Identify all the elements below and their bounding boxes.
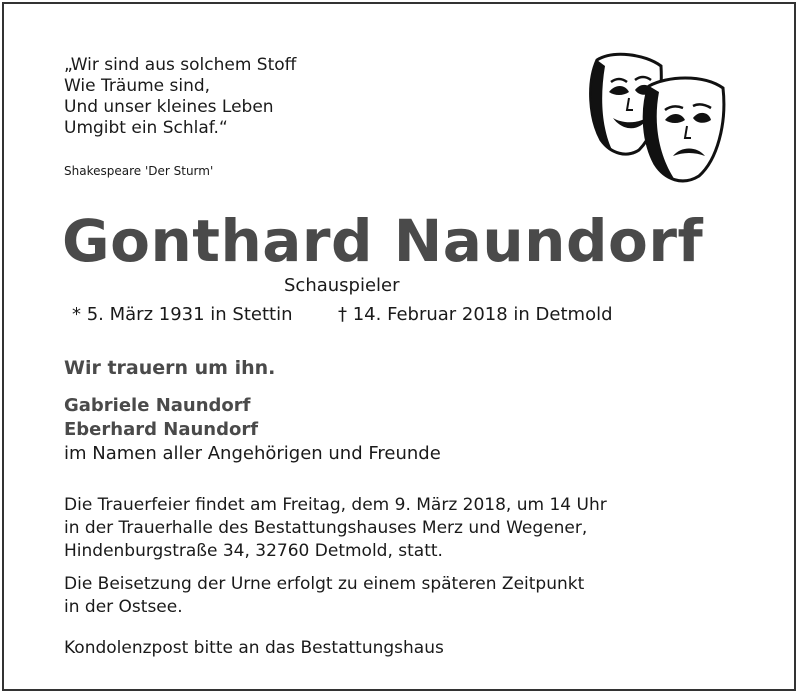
ceremony-info	[64, 494, 607, 563]
ceremony-line: Hindenburgstraße 34, 32760 Detmold, statt.	[64, 541, 443, 561]
urn-info	[64, 573, 584, 619]
urn-line: Die Beisetzung der Urne erfolgt zu einem späteren Zeitpunkt	[64, 574, 585, 594]
mourning-line: Wir trauern um ihn.	[64, 357, 276, 379]
death-date: † 14. Februar 2018 in Detmold	[338, 304, 613, 325]
mourners-note: im Namen aller Angehörigen und Freunde	[64, 443, 441, 464]
urn-line: in der Ostsee.	[64, 597, 183, 617]
condolence-note: Kondolenzpost bitte an das Bestattungshaus	[64, 638, 444, 658]
deceased-name: Gonthard Naundorf	[62, 207, 704, 275]
quote-block	[64, 55, 296, 139]
mourner-name: Eberhard Naundorf	[64, 419, 259, 440]
ceremony-line: in der Trauerhalle des Bestattungshauses Merz und Wegener,	[64, 518, 588, 538]
theater-masks-icon	[583, 52, 743, 192]
birth-date: * 5. März 1931 in Stettin	[72, 304, 293, 325]
profession: Schauspieler	[284, 275, 400, 296]
quote-line: Und unser kleines Leben	[64, 97, 274, 117]
mourners-block	[64, 394, 441, 466]
mourner-name: Gabriele Naundorf	[64, 395, 251, 416]
quote-line: Umgibt ein Schlaf.“	[64, 118, 228, 138]
quote-source: Shakespeare 'Der Sturm'	[64, 164, 214, 178]
ceremony-line: Die Trauerfeier findet am Freitag, dem 9. März 2018, um 14 Uhr	[64, 495, 607, 515]
quote-line: „Wir sind aus solchem Stoff	[64, 55, 297, 75]
quote-line: Wie Träume sind,	[64, 76, 211, 96]
